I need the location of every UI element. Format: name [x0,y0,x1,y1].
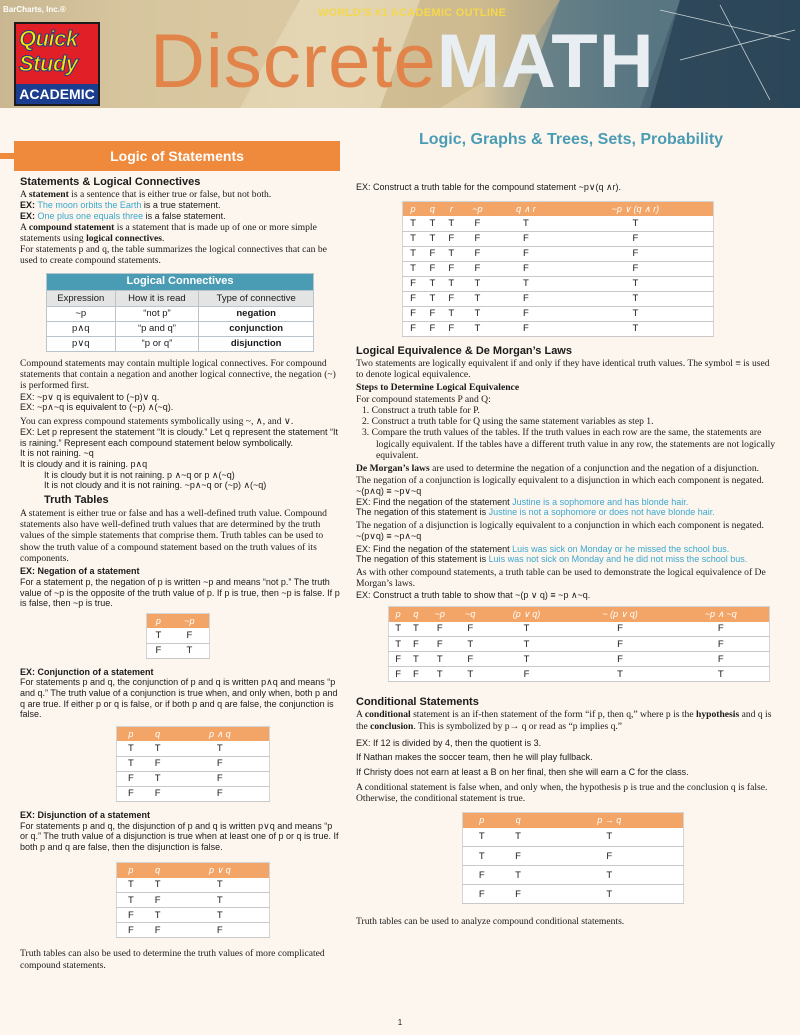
table-row: F F F [117,923,270,938]
demorgan-conjunction: The negation of a conjunction is logically equivalent to a disjunction in which each component is negated. [356,474,764,486]
table-row: T F T [117,893,270,908]
demorgan-example-2-answer: The negation of this statement is Luis was not sick on Monday and he did not miss the school bus. [356,554,748,565]
truth-tables-intro: A statement is either true or false and has a well-defined truth value. Compound statements also have well-defined truth values that are determined by the truth values of the simple statements that comprise them. Truth tables can be used to show the truth value of a compound statement based on the truth values of its components. [20,507,327,565]
section-banner-label: Logic of Statements [110,148,244,164]
conditional-truth-rule: A conditional statement is false when, and only when, the hypothesis p is true and the conclusion q is false. Otherwise, the conditional statement is true. [356,781,768,804]
title-discrete: Discrete [150,19,437,104]
table-row: F F T T F T T [389,667,770,682]
demorgan-example-1: EX: Find the negation of the statement Justine is a sophomore and has blonde hair. [356,496,689,507]
table-row: p∧q “p and q” conjunction [47,321,314,336]
page-title [150,19,655,104]
table-row: F F F [117,786,270,801]
demorgan-example-2: EX: Find the negation of the statement Luis was sick on Monday or he missed the school bus. [356,543,730,554]
conditional-closing: Truth tables can be used to analyze compound conditional statements. [356,916,625,928]
symbolic-intro: You can express compound statements symbolically using ~, ∧, and ∨. [20,415,294,427]
demorgan-intro: De Morgan’s laws are used to determine the negation of a conjunction and the negation of a disjunction. [356,463,760,475]
table-row: T F F [463,847,684,866]
truth-tables-closing: Truth tables can also be used to determine the truth values of more complicated compound statements. [20,948,325,971]
title-math: MATH [436,19,655,104]
table-row: T T T [117,741,270,756]
table-row: T T T [463,828,684,847]
table-header: How it is read [115,290,199,306]
table-row: F T T [117,908,270,923]
table-row: F T T [463,866,684,885]
logo-academic: ACADEMIC [16,84,98,104]
conjunction-text: For statements p and q, the conjunction of p and q is written p∧q and means “p and q.” The truth value of a conjunction is true when, and only when, both p and q are true. If either p or q is false, or if both p and q are false, the conjunction is false. [20,677,338,720]
compound-definition: A compound statement is a statement that is made up of one or more simple statements using logical connectives. [20,221,317,244]
table-header: Type of connective [199,290,314,306]
equivalence-step-3: 3. Compare the truth values of the tables. If the truth values in each row are the same, the statements are logically equivalent. If the tables have a different truth value in any row, the statements are not logically equivalent. [362,427,776,462]
brand-name: BarCharts, Inc.® [3,5,66,14]
logo-quick: Quick [19,26,78,51]
example-false: EX: One plus one equals three is a false statement. [20,210,226,221]
table-row: F T T T T T [403,276,714,291]
left-column [20,176,342,971]
example-construct: EX: Construct a truth table for the compound statement ~p∨(q ∧r). [356,182,622,192]
heading-truth-tables: Truth Tables [44,493,109,506]
conditional-definition: A conditional statement is an if-then statement of the form “if p, then q,” where p is the hypothesis and q is the conclusion. This is symbolized by p→ q or read as “p implies q.” [356,709,772,732]
demorgan-example-3: EX: Construct a truth table to show that ~(p ∨ q) ≡ ~p ∧~q. [356,589,591,600]
conditional-truth-table: p q p → q T T T T F F F T T F F T [462,812,684,904]
demorgan-disjunction: The negation of a disjunction is logically equivalent to a conjunction in which each component is negated. [356,519,764,531]
conditional-example-1: EX: If 12 is divided by 4, then the quotient is 3. [356,737,542,748]
logo-study: Study [19,51,78,76]
table-row: F T F T F T [403,291,714,306]
table-header: Expression [47,290,116,306]
tagline: WORLD'S #1 ACADEMIC OUTLINE [318,7,507,19]
equivalence-step-1: 1. Construct a truth table for P. [362,404,480,416]
table-row: F F F T F T [403,321,714,336]
conditional-example-3: If Christy does not earn at least a B on her final, then she will earn a C for the class. [356,767,689,778]
example-symbolic-b: It is cloudy and it is raining. p∧q [20,459,148,470]
example-symbolic: EX: Let p represent the statement “It is cloudy.” Let q represent the statement “It is raining.” Represent each compound statement below symbolically. [20,427,338,448]
table-row: T F F F F F [403,261,714,276]
table-row: T F F T T F F [389,637,770,652]
statement-definition: A statement is a sentence that is either true or false, but not both. [20,188,272,200]
table-row: ~p “not p” negation [47,306,314,321]
equivalence-steps-heading: Steps to Determine Logical Equivalence [356,382,520,394]
disjunction-heading: EX: Disjunction of a statement [20,809,151,820]
table-row: T F [147,628,210,643]
table-row: F T T F T F F [389,652,770,667]
table-row: T T F F F F [403,231,714,246]
logical-connectives-table [46,273,314,352]
heading-conditional: Conditional Statements [356,696,479,709]
table-row: T F F [117,756,270,771]
equivalence-definition: Two statements are logically equivalent if and only if they have identical truth values. The symbol ≡ is used to denote logical equivalence. [356,357,770,380]
example-symbolic-c: It is cloudy but it is not raining. p ∧~q or p ∧(~q) [44,469,235,480]
page-number: 1 [397,1018,403,1027]
demorgan-formula-2: ~(p∨q) ≡ ~p∧~q [356,531,422,542]
table-row: p∨q “p or q” disjunction [47,336,314,351]
example-symbolic-d: It is not cloudy and it is not raining. ~p∧~q or (~p) ∧(~q) [44,480,267,491]
example-true: EX: The moon orbits the Earth is a true statement. [20,200,221,211]
demorgan-example-1-answer: The negation of this statement is Justine is not a sophomore or does not have blonde hair. [356,507,715,518]
negation-text: For a statement p, the negation of p is written ~p and means “not p.” The truth value of ~p is the opposite of the truth value of p. If p is true, then ~p is false. If p is false, then ~p is true. [20,577,340,609]
subtitle: Logic, Graphs & Trees, Sets, Probability [418,131,724,148]
table-row: F T [147,643,210,658]
header-banner [0,0,800,108]
demorgan-truth-table-intro: As with other compound statements, a truth table can be used to demonstrate the logical equivalence of De Morgan’s laws. [356,566,766,590]
equivalence-steps-intro: For compound statements P and Q: [356,393,491,405]
conjunction-table: p q p ∧ q T T T T F F F T F F F F [116,726,270,802]
quickstudy-logo [14,22,100,106]
right-column [356,182,776,928]
table-row: T T T [117,878,270,893]
table-row: T T T F T T [403,216,714,231]
heading-equivalence: Logical Equivalence & De Morgan’s Laws [356,344,572,357]
example-symbolic-a: It is not raining. ~q [20,448,94,459]
conditional-example-2: If Nathan makes the soccer team, then he will play fullback. [356,752,593,763]
table-caption: Logical Connectives [47,273,314,290]
disjunction-text: For statements p and q, the disjunction of p and q is written p∨q and means “p or q.” The truth value of a disjunction is true when at least one of p or q is true. If both p and q are false, then the disjunction is false. [20,820,339,852]
disjunction-table: p q p ∨ q T T T T F T F T T F F F [116,862,270,938]
negation-precedence: Compound statements may contain multiple logical connectives. For compound statements that contain a negation and another logical connective, the negation (~) is performed first. [20,357,336,392]
compound-truth-table: p q r ~p q ∧ r ~p ∨ (q ∧ r) T T T F T T T T F F F F T F T F F F T F F F F F F T T T T T F T F T F T F F T T F T F F F T F T [402,201,714,337]
heading-connectives: Statements & Logical Connectives [20,176,201,188]
table-row: F T F [117,771,270,786]
negation-heading: EX: Negation of a statement [20,566,140,577]
example-equivalence-1: EX: ~p∨ q is equivalent to (~p)∨ q. [20,391,160,402]
demorgan-formula-1: ~(p∧q) ≡ ~p∨~q [356,486,422,497]
table-row: F F T T F T [403,306,714,321]
section-banner-logic [14,141,340,171]
example-equivalence-2: EX: ~p∧~q is equivalent to (~p) ∧(~q). [20,402,174,413]
equivalence-step-2: 2. Construct a truth table for Q using the same statement variables as step 1. [362,416,654,428]
table-row: T F T F F F [403,246,714,261]
conjunction-heading: EX: Conjunction of a statement [20,666,154,677]
table-row: F F T [463,885,684,904]
negation-table: p ~p T F F T [146,613,210,659]
demorgan-truth-table: p q ~p ~q (p ∨ q) ~ (p ∨ q) ~p ∧ ~q T T F F T F F T F F T T F F F T T F T F F F F T T F T T [388,606,770,682]
table-row: T T F F T F F [389,622,770,637]
connectives-intro: For statements p and q, the table summarizes the logical connectives that can be used to create compound statements. [20,244,327,267]
